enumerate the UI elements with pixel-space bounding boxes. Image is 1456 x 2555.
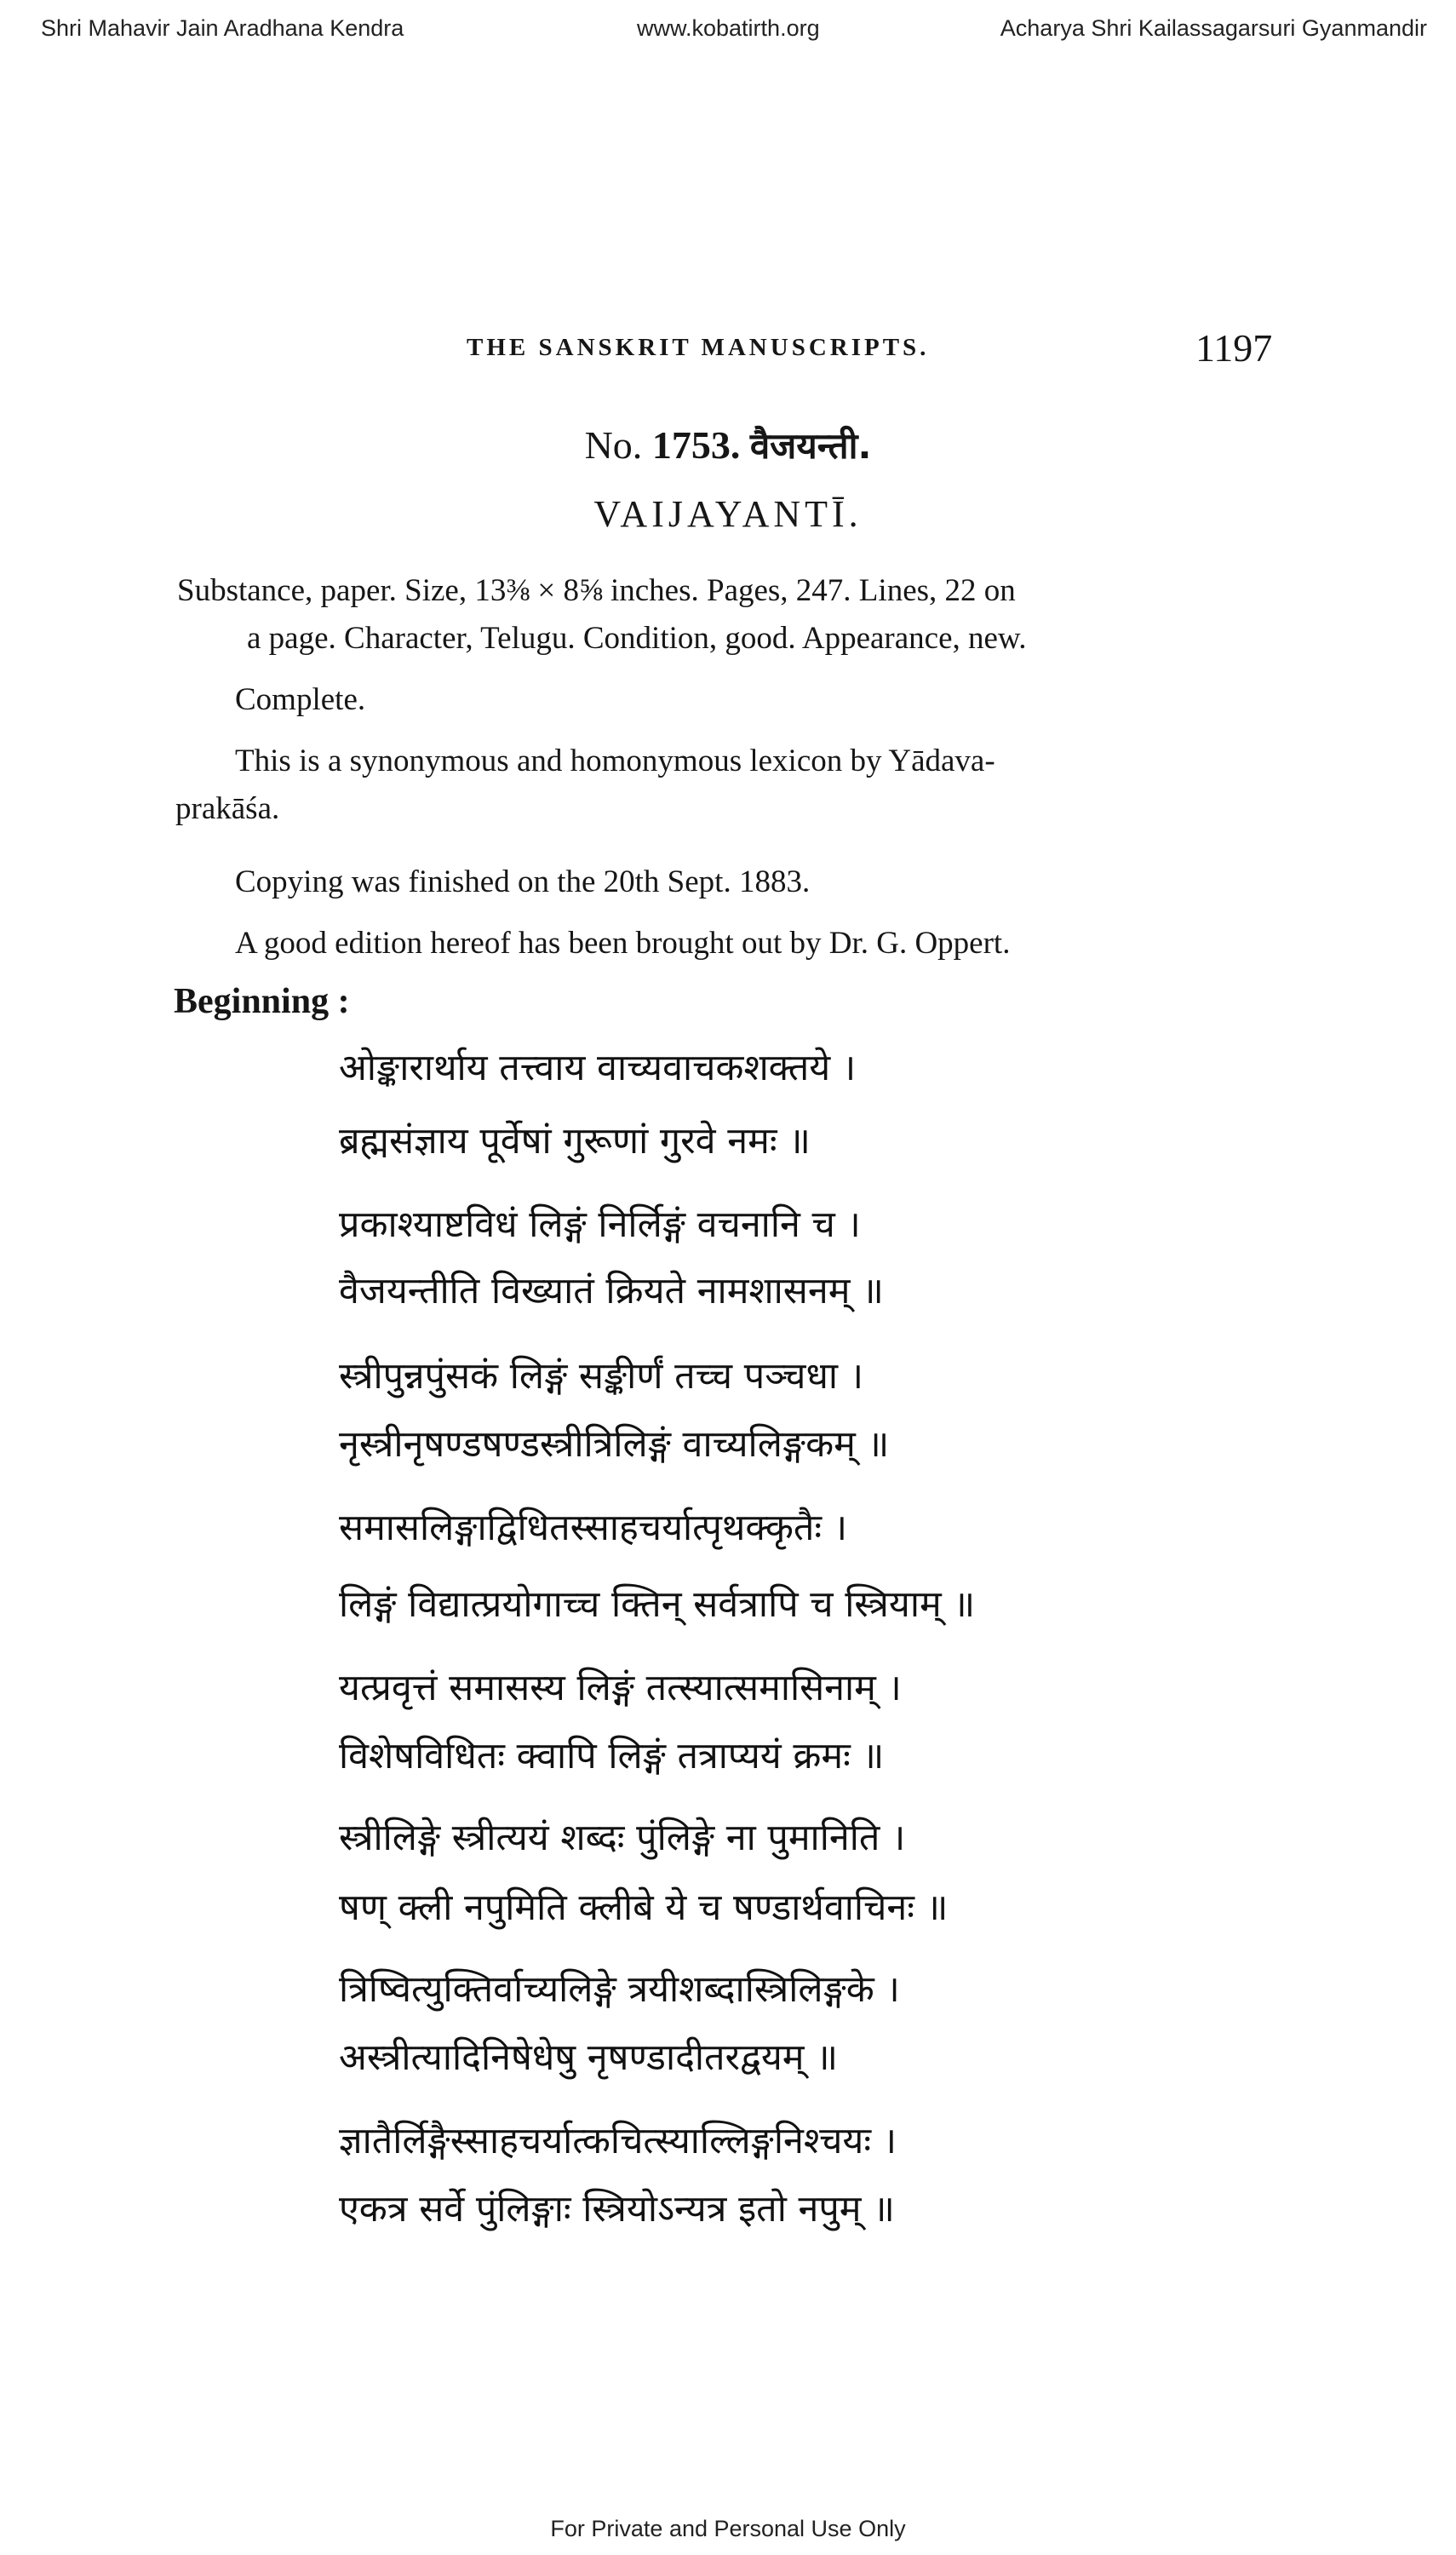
- description-line: A good edition hereof has been brought out by Dr. G. Oppert.: [235, 926, 1011, 961]
- verse-line: वैजयन्तीति विख्यातं क्रियते नामशासनम् ॥: [339, 1270, 884, 1312]
- beginning-label: Beginning :: [174, 982, 350, 1021]
- header-left-text: Shri Mahavir Jain Aradhana Kendra: [41, 15, 404, 41]
- verse-line: स्त्रीलिङ्गे स्त्रीत्ययं शब्दः पुंलिङ्गे ना पुमानिति ।: [339, 1817, 906, 1859]
- verse-line: विशेषविधितः क्वापि लिङ्गं तत्राप्ययं क्रमः ॥: [339, 1735, 885, 1777]
- running-title: THE SANSKRIT MANUSCRIPTS.: [467, 334, 930, 361]
- verse-line: प्रकाश्याष्टविधं लिङ्गं निर्लिङ्गं वचनानि च ।: [339, 1203, 861, 1246]
- header-website-text: www.kobatirth.org: [637, 15, 820, 41]
- description-line: This is a synonymous and homonymous lexicon by Yādava-: [235, 744, 995, 778]
- page-number: 1197: [1195, 326, 1273, 370]
- verse-line: ब्रह्मसंज्ञाय पूर्वेषां गुरूणां गुरवे नमः ॥: [339, 1120, 811, 1163]
- verse-line: ज्ञातैर्लिङ्गैस्साहचर्यात्कचित्स्याल्लिङ्गनिश्चयः ।: [339, 2120, 897, 2162]
- verse-line: त्रिष्वित्युक्तिर्वाच्यलिङ्गे त्रयीशब्दास्त्रिलिङ्गके ।: [339, 1968, 900, 2011]
- verse-line: लिङ्गं विद्यात्प्रयोगाच्च क्तिन् सर्वत्रापि च स्त्रियाम् ॥: [339, 1583, 976, 1626]
- entry-number-label: No.: [584, 423, 643, 467]
- verse-line: एकत्र सर्वे पुंलिङ्गाः स्त्रियोऽन्यत्र इतो नपुम् ॥: [339, 2188, 895, 2231]
- verse-line: समासलिङ्गाद्विधितस्साहचर्यात्पृथक्कृतैः ।: [339, 1507, 848, 1549]
- entry-devanagari-title: वैजयन्ती.: [749, 425, 872, 467]
- description-line: Substance, paper. Size, 13⅜ × 8⅝ inches. Pages, 247. Lines, 22 on: [177, 573, 1016, 608]
- verse-line: स्त्रीपुन्नपुंसकं लिङ्गं सङ्कीर्णं तच्च पञ्चधा ।: [339, 1355, 863, 1398]
- verse-line: यत्प्रवृत्तं समासस्य लिङ्गं तत्स्यात्समासिनाम् ।: [339, 1667, 902, 1709]
- description-line: Complete.: [235, 682, 366, 717]
- entry-heading: [0, 421, 1456, 469]
- description-line: a page. Character, Telugu. Condition, good. Appearance, new.: [247, 621, 1027, 656]
- footer-text: For Private and Personal Use Only: [550, 2516, 906, 2541]
- verse-line: षण् क्ली नपुमिति क्लीबे ये च षण्डार्थवाचिनः ॥: [339, 1886, 949, 1929]
- description-line: Copying was finished on the 20th Sept. 1883.: [235, 864, 811, 899]
- description-line: prakāśa.: [175, 791, 280, 826]
- verse-line: नृस्त्रीनृषण्डषण्डस्त्रीत्रिलिङ्गं वाच्यलिङ्गकम् ॥: [339, 1423, 890, 1466]
- entry-title: VAIJAYANTĪ.: [593, 493, 863, 535]
- header-right-text: Acharya Shri Kailassagarsuri Gyanmandir: [1000, 15, 1427, 41]
- entry-number: 1753.: [651, 423, 741, 467]
- verse-line: अस्त्रीत्यादिनिषेधेषु नृषण्डादीतरद्वयम् ॥: [339, 2036, 838, 2079]
- verse-line: ओङ्कारार्थाय तत्त्वाय वाच्यवाचकशक्तये ।: [339, 1047, 857, 1089]
